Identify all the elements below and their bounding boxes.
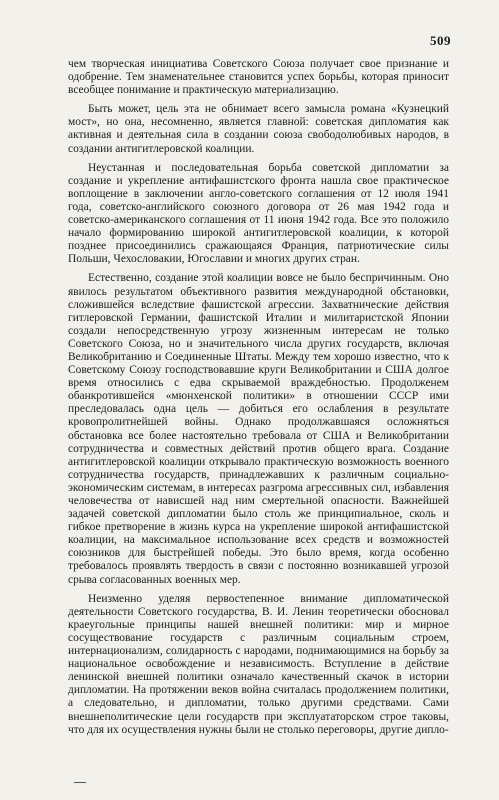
paragraph-1: чем творческая инициатива Советского Союза получает свое признание и одобрение. Тем знаменательнее становится успех борьбы, которая приносит всеобщее понимание и практическую материализацию. xyxy=(68,58,449,97)
paragraph-2: Быть может, цель эта не обнимает всего замысла романа «Кузнецкий мост», но она, несомненно, является главной: советская дипломатия как активная и деятельная сила в создании союза свободолюбивых народов, в создании антигитлеровской коалиции. xyxy=(68,103,449,155)
page-number: 509 xyxy=(430,33,451,48)
footer-rule xyxy=(74,782,86,783)
paragraph-3: Неустанная и последовательная борьба советской дипломатии за создание и укрепление антифашистского фронта нашла свое практическое воплощение в заключении англо-советского соглашения от 12 июля 1941 года, советско-английского союзного договора от 26 мая 1942 года и советско-американского соглашения от 11 июня 1942 года. Все это положило начало формированию широкой антигитлеровской коалиции, к которой позднее присоединились сражающаяся Франция, патриотические силы Польши, Чехословакии, Югославии и многих других стран. xyxy=(68,161,449,266)
paragraph-4: Естественно, создание этой коалиции вовсе не было беспричинным. Оно явилось результатом объективного развития международной обстановки, сложившейся вследствие фашистской агрессии. Захватнические действия гитлеровской Германии, фашистской Италии и милитаристской Японии создали непосредственную угрозу жизненным интересам не только Советского Союза, но и значительного числа других государств, включая Великобританию и Соединенные Штаты. Между тем хорошо известно, что к Советскому Союзу господствовавшие круги Великобритании и США долгое время относились с едва скрываемой враждебностью. Продолженем обанкротившейся «мюнхенской политики» в отношении СССР ими преследовалась одна цель — добиться его ослабления в результате кровопролитнейшей войны. Однако продолжавшаяся осложняться обстановка все более настоятельно требовала от США и Великобритании сотрудничества и совместных действий против общего врага. Создание антигитлеровской коалиции открывало практическую возможность военного сотрудничества государств, принадлежавших к различным социально-экономическим системам, в интересах разгрома агрессивных сил, избавления человечества от нависшей над ним смертельной опасности. Важнейшей задачей советской дипломатии было столь же принципиальное, сколь и гибкое претворение в жизнь курса на укрепление широкой антифашистской коалиции, на максимальное использование всех средств и возможностей союзников для быстрейшей победы. Это было время, когда особенно требовалось проявлять твердость в связи с постоянно возникавшей угрозой срыва согласованных военных мер. xyxy=(68,272,449,586)
body-text xyxy=(68,58,449,743)
paragraph-5: Неизменно уделяя первостепенное внимание дипломатической деятельности Советского государства, В. И. Ленин теоретически обосновал краеугольные принципы нашей внешней политики: мир и мирное сосуществование государств с различным социальным строем, интернационализм, солидарность с народами, поднимающимися на борьбу за национальное освобождение и независимость. Вступление в действие ленинской внешней политики означало качественный скачок в истории дипломатии. На протяжении веков война считалась продолжением политики, а следовательно, и дипломатии, только другими средствами. Сами внешнеполитические цели государств при эксплуататорском строе таковы, что для их осуществления нужны были не столько переговоры, другие дипло- xyxy=(68,592,449,736)
